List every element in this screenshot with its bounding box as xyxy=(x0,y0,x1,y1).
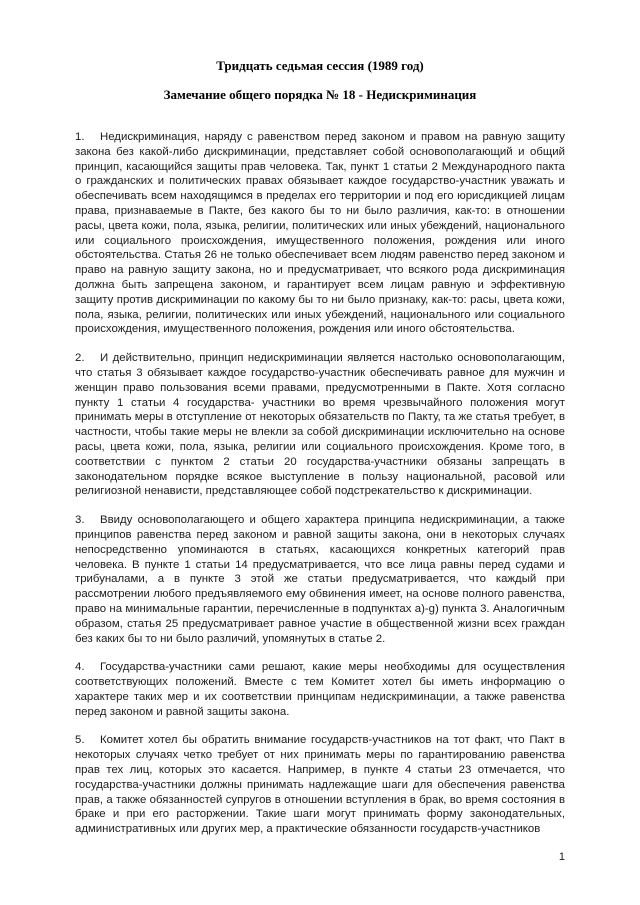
session-title: Тридцать седьмая сессия (1989 год) xyxy=(216,58,424,73)
paragraph-5 xyxy=(75,733,565,837)
paragraph-4-number: 4. xyxy=(75,661,85,674)
paragraph-2-text: И действительно, принцип недискриминации является настолько основополагающим, что статья 3 обязывает каждое государство-участник обеспечивать равное для мужчин и женщин право пользования всеми правами, предусмотренными в Пакте. Хотя согласно пункту 1 статьи 4 государства- участники во время чрезвычайного положения могут принимать меры в отступление от некоторых обязательств по Пакту, та же статья требует, в частности, чтобы такие меры не влекли за собой дискриминации исключительно на основе расы, цвета кожи, пола, языка, религии или социального происхождения. Кроме того, в соответствии с пунктом 2 статьи 20 государства-участники обязаны запрещать в законодательном порядке всякое выступление в пользу национальной, расовой или религиозной ненависти, представляющее собой подстрекательство к дискриминации. xyxy=(75,352,565,498)
comment-title: Замечание общего порядка № 18 - Недискриминация xyxy=(163,87,477,102)
paragraph-2 xyxy=(75,351,565,499)
page-number: 1 xyxy=(558,851,565,864)
paragraph-2-number: 2. xyxy=(75,352,85,365)
paragraph-1-text: Недискриминация, наряду с равенством перед законом и правом на равную защиту закона без какой-либо дискриминации, представляет собой основополагающий и общий принцип, касающийся защиты прав человека. Так, пункт 1 статьи 2 Международного пакта о гражданских и политических правах обязывает каждое государство-участник уважать и обеспечивать всем находящимся в пределах его территории и под его юрисдикцией лицам права, признаваемые в Пакте, без какого бы то ни было различия, как-то: в отношении расы, цвета кожи, пола, языка, религии, политических или иных убеждений, национального или социального происхождения, имущественного положения, рождения или иного обстоятельства. Статья 26 не только обеспечивает всем людям равенство перед законом и право на равную защиту закона, но и предусматривает, что всякого рода дискриминация должна быть запрещена законом, и гарантирует всем лицам равную и эффективную защиту против дискриминации по какому бы то ни было признаку, как-то: расы, цвета кожи, пола, языка, религии, политических или иных убеждений, национального или социального происхождения, имущественного положения, рождения или иного обстоятельства. xyxy=(75,131,565,336)
paragraph-3-text: Ввиду основополагающего и общего характера принципа недискриминации, а также принципов равенства перед законом и равной защиты закона, они в некоторых случаях непосредственно упоминаются в статьях, касающихся конкретных категорий прав человека. В пункте 1 статьи 14 предусматривается, что все лица равны перед судами и трибуналами, а в пункте 3 этой же статьи предусматривается, что каждый при рассмотрении любого предъявляемого ему обвинения имеет, на основе полного равенства, право на минимальные гарантии, перечисленные в подпунктах a)-g) пункта 3. Аналогичным образом, статья 25 предусматривает равное участие в общественной жизни всех граждан без каких бы то ни было различий, упомянутых в статье 2. xyxy=(75,514,565,645)
paragraph-1-number: 1. xyxy=(75,131,85,143)
paragraph-4 xyxy=(75,660,565,719)
document-body xyxy=(75,130,565,837)
paragraph-3 xyxy=(75,513,565,646)
paragraph-1 xyxy=(75,130,565,337)
paragraph-4-text: Государства-участники сами решают, какие меры необходимы для осуществления соответствующих положений. Вместе с тем Комитет хотел бы иметь информацию о характере таких мер и их соответствии принципам недискриминации, а также равенства перед законом и равной защиты закона. xyxy=(75,661,565,718)
paragraph-5-number: 5. xyxy=(75,734,85,747)
paragraph-3-number: 3. xyxy=(75,514,85,527)
paragraph-5-text: Комитет хотел бы обратить внимание государств-участников на тот факт, что Пакт в некоторых случаях четко требует от них принимать меры по гарантированию равенства прав тех лиц, которых это касается. Например, в пункте 4 статьи 23 отмечается, что государства-участники должны принимать надлежащие шаги для обеспечения равенства прав, а также обязанностей супругов в отношении вступления в брак, во время состояния в браке и при его расторжении. Такие шаги могут принимать форму законодательных, административных или других мер, а практические обязанности государств-участников xyxy=(75,734,565,836)
